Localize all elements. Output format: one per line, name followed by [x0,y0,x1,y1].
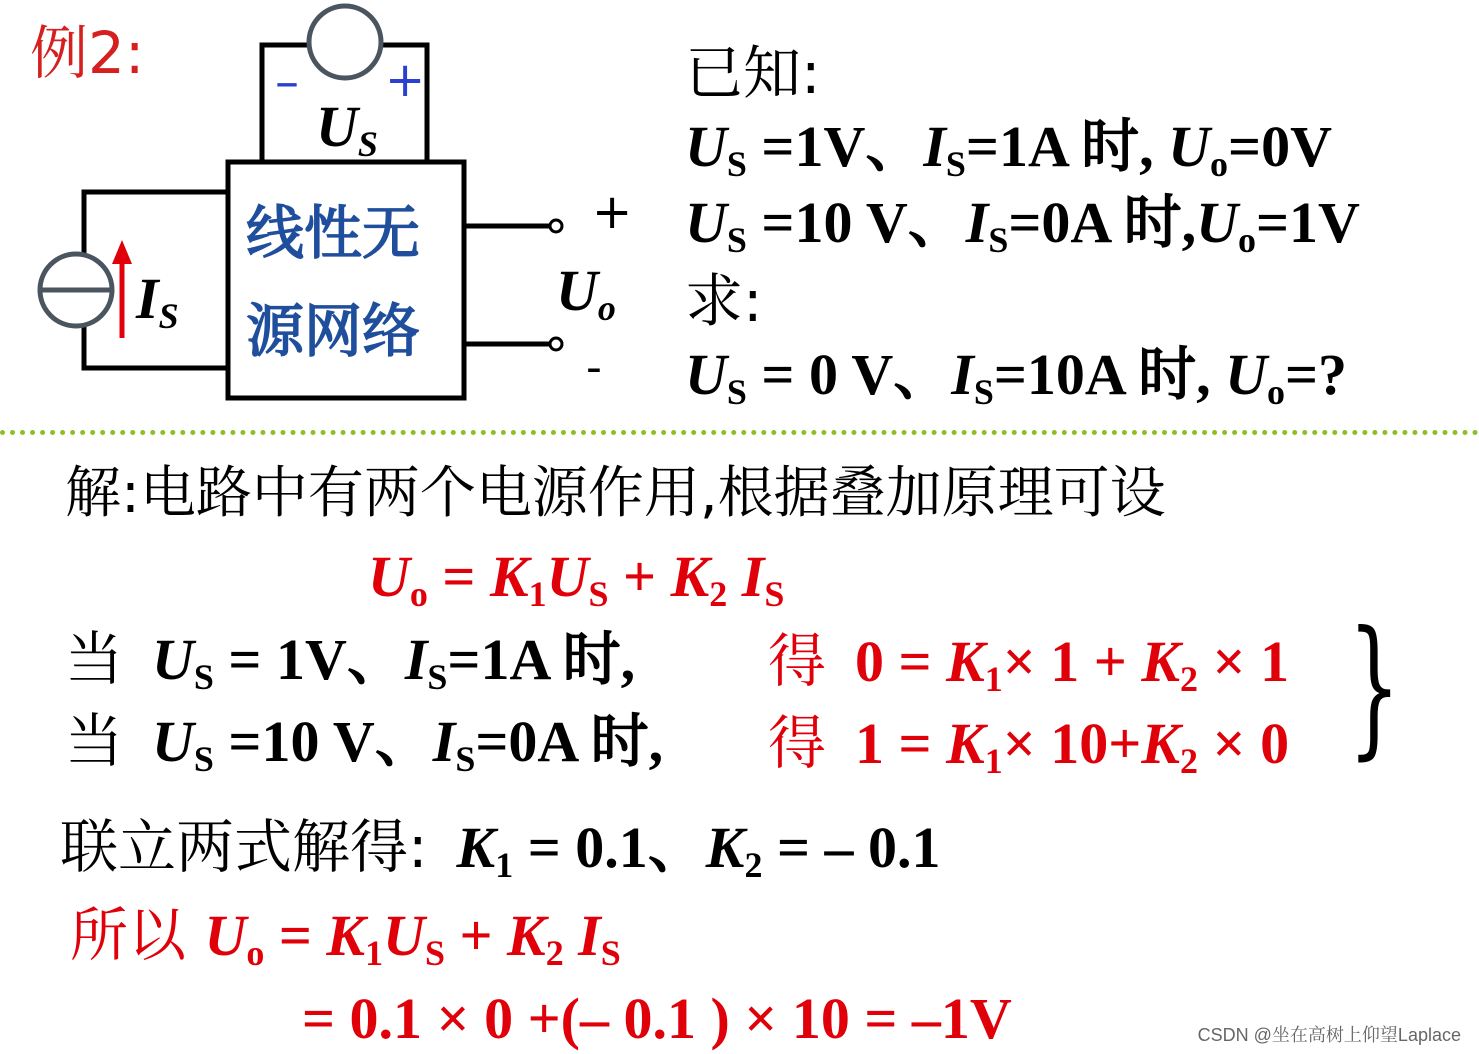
ask-condition: $U_S = 0$ V、$I_S=10A$ 时, $U_o=$? [685,342,1348,413]
output-minus-sign: - [586,342,602,393]
voltage-source-circle [309,6,381,78]
terminal-top [550,220,562,232]
case-2-equation: 得 $1 = K_1\times 10+K_2 \times 0$ [768,709,1290,782]
system-brace: } [1348,600,1401,774]
is-label: $I_S$ [136,266,179,337]
given-label: 已知: [685,39,821,107]
csdn-watermark: CSDN @坐在高树上仰望Laplace [1197,1025,1461,1045]
given-condition-1: $U_S =1V$、$I_S=1A$ 时, $U_o=0V$ [685,114,1332,185]
us-minus-sign: – [275,54,299,110]
dotted-separator [0,430,1479,435]
case-1-equation: 得 $0 = K_1\times 1 + K_2 \times 1$ [768,627,1290,700]
joint-solution: 联立两式解得: $K_1 = 0.1$、$K_2$ = – 0.1 [60,813,941,886]
us-plus-sign: + [385,52,426,108]
us-label: $U_S$ [316,94,378,165]
superposition-formula: $U_o = K_1U_S + K_2$ $I_S$ [368,544,785,615]
ask-label: 求: [685,267,763,335]
given-condition-2: $U_S =10$ V、$I_S=0A$ 时$,U_o=1V$ [685,190,1360,261]
case-2-condition: 当 $U_S =10$ V、$I_S=0A$ 时, [65,707,664,780]
solution-intro: 解:电路中有两个电源作用,根据叠加原理可设 [65,461,1166,526]
example-label: 例2: [30,19,145,87]
final-result: = 0.1 × 0 +(– 0.1 ) × 10 = –1V [302,986,1012,1051]
network-label-line2: 源网络 [246,297,421,365]
output-plus-sign: + [592,184,633,240]
final-formula: 所以 $U_o = K_1U_S + K_2$ $I_S$ [70,901,621,974]
network-label-line1: 线性无 [246,199,421,267]
terminal-bottom [550,338,562,350]
case-1-condition: 当 $U_S = 1V$、$I_S=1A$ 时, [65,625,636,698]
uo-label: $U_o$ [556,258,616,329]
current-arrow-icon [112,240,132,264]
